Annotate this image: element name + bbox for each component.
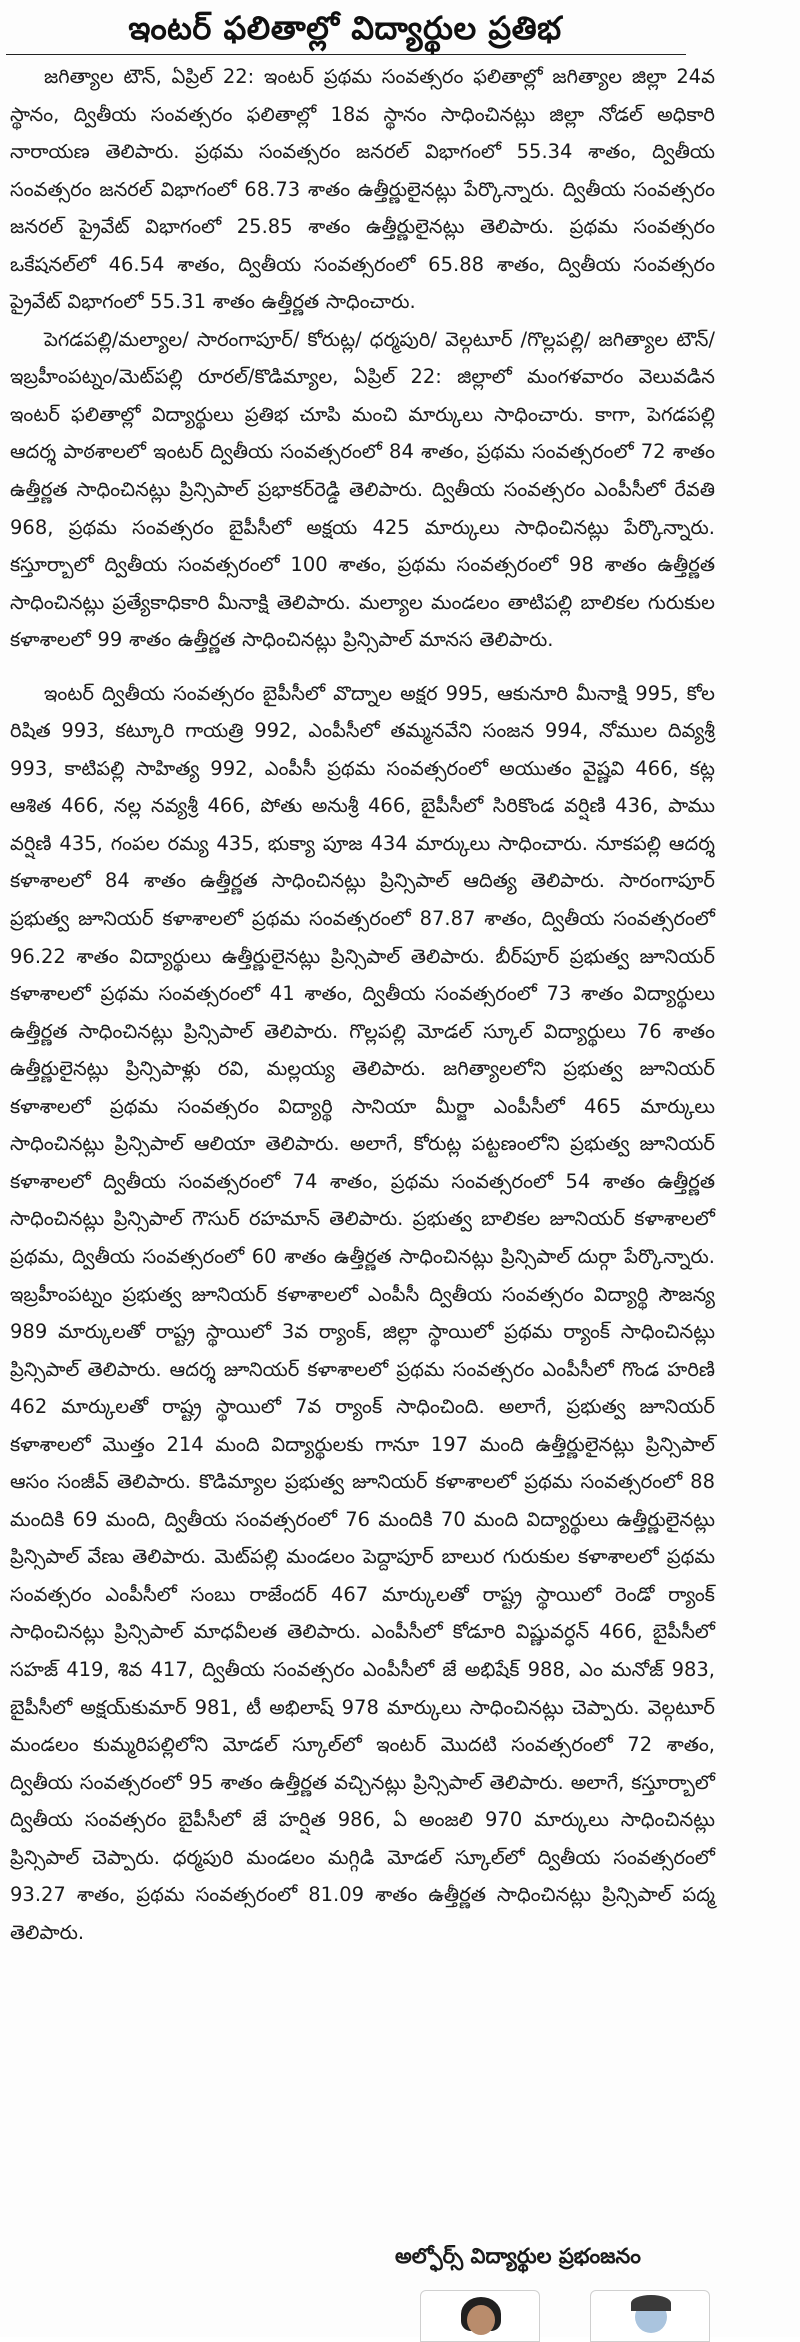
student-photo (590, 2290, 710, 2342)
article-headline: ఇంటర్ ఫలితాల్లో విద్యార్థుల ప్రతిభ (128, 9, 562, 47)
person-face (467, 2305, 495, 2335)
person-hair (631, 2295, 671, 2311)
photo-strip (0, 2282, 800, 2337)
student-photo (420, 2290, 540, 2342)
article-paragraph: ఇంటర్ ద్వితీయ సంవత్సరం బైపీసీలో వొద్నాల అక్షర 995, ఆకునూరి మీనాక్షి 995, కోల రిషిత 993, కట్కూరి గాయత్రి 992, ఎంపీసీలో తమ్మనవేని సంజన 994, నోముల దివ్యశ్రీ 993, కాటిపల్లి సాహిత్య 992, ఎంపీసీ ప్రథమ సంవత్సరంలో అయుతం వైష్ణవి 466, కట్ల ఆశిత 466, నల్ల నవ్యశ్రీ 466, పోతు అనుశ్రీ 466, బైపీసీలో సిరికొండ వర్షిణి 436, పాము వర్షిణి 435, గంపల రమ్య 435, భుక్యా పూజ 434 మార్కులు సాధించారు. నూకపల్లి ఆదర్శ కళాశాలలో 84 శాతం ఉత్తీర్ణత సాధించినట్లు ప్రిన్సిపాల్ ఆదిత్య తెలిపారు. సారంగాపూర్ ప్రభుత్వ జూనియర్ కళాశాలలో ప్రథమ సంవత్సరంలో 87.87 శాతం, ద్వితీయ సంవత్సరంలో 96.22 శాతం విద్యార్థులు ఉత్తీర్ణులైనట్లు ప్రిన్సిపాల్ తెలిపారు. బీర్‌పూర్ ప్రభుత్వ జూనియర్ కళాశాలలో ప్రథమ సంవత్సరంలో 41 శాతం, ద్వితీయ సంవత్సరంలో 73 శాతం విద్యార్థులు ఉత్తీర్ణత సాధించినట్లు ప్రిన్సిపాల్ తెలిపారు. గొల్లపల్లి మోడల్ స్కూల్ విద్యార్థులు 76 శాతం ఉత్తీర్ణులైనట్లు ప్రిన్సిపాళ్లు రవి, మల్లయ్య తెలిపారు. జగిత్యాలలోని ప్రభుత్వ జూనియర్ కళాశాలలో ప్రథమ సంవత్సరం విద్యార్థి సానియా మీర్జా ఎంపీసీలో 465 మార్కులు సాధించినట్లు ప్రిన్సిపాల్ ఆలియా తెలిపారు. అలాగే, కోరుట్ల పట్టణంలోని ప్రభుత్వ జూనియర్ కళాశాలలో ద్వితీయ సంవత్సరంలో 74 శాతం, ప్రథమ సంవత్సరంలో 54 శాతం ఉత్తీర్ణత సాధించినట్లు ప్రిన్సిపాల్ గౌసుర్ రహమాన్ తెలిపారు. ప్రభుత్వ బాలికల జూనియర్ కళాశాలలో ప్రథమ, ద్వితీయ సంవత్సరంలో 60 శాతం ఉత్తీర్ణత సాధించినట్లు ప్రిన్సిపాల్ దుర్గా పేర్కొన్నారు. ఇబ్రహీంపట్నం ప్రభుత్వ జూనియర్ కళాశాలలో ఎంపీసీ ద్వితీయ సంవత్సరం విద్యార్థి సౌజన్య 989 మార్కులతో రాష్ట్ర స్థాయిలో 3వ ర్యాంక్, జిల్లా స్థాయిలో ప్రథమ ర్యాంక్ సాధించినట్లు ప్రిన్సిపాల్ తెలిపారు. ఆదర్శ జూనియర్ కళాశాలలో ప్రథమ సంవత్సరం ఎంపీసీలో గొండ హరిణి 462 మార్కులతో రాష్ట్ర స్థాయిలో 7వ ర్యాంక్ సాధించింది. అలాగే, ప్రభుత్వ జూనియర్ కళాశాలలో మొత్తం 214 మంది విద్యార్థులకు గానూ 197 మంది ఉత్తీర్ణులైనట్లు ప్రిన్సిపాల్ ఆసం సంజీవ్ తెలిపారు. కొడిమ్యాల ప్రభుత్వ జూనియర్ కళాశాలలో ప్రథమ సంవత్సరంలో 88 మందికి 69 మంది, ద్వితీయ సంవత్సరంలో 76 మందికి 70 మంది విద్యార్థులు ఉత్తీర్ణులైనట్లు ప్రిన్సిపాల్ వేణు తెలిపారు. మెట్‌పల్లి మండలం పెద్దాపూర్ బాలుర గురుకుల కళాశాలలో ప్రథమ సంవత్సరం ఎంపీసీలో సంబు రాజేందర్ 467 మార్కులతో రాష్ట్ర స్థాయిలో రెండో ర్యాంక్ సాధించినట్లు ప్రిన్సిపాల్ మాధవీలత తెలిపారు. ఎంపీసీలో కోడూరి విష్ణువర్ధన్ 466, బైపీసీలో సహజ్ 419, శివ 417, ద్వితీయ సంవత్సరం ఎంపీసీలో జే అభిషేక్ 988, ఎం మనోజ్ 983, బైపీసీలో అక్షయ్‌కుమార్ 981, టీ అభిలాష్ 978 మార్కులు సాధించినట్లు చెప్పారు. వెల్గటూర్ మండలం కుమ్మరిపల్లిలోని మోడల్ స్కూల్‌లో ఇంటర్ మొదటి సంవత్సరంలో 72 శాతం, ద్వితీయ సంవత్సరంలో 95 శాతం ఉత్తీర్ణత వచ్చినట్లు ప్రిన్సిపాల్ తెలిపారు. అలాగే, కస్తూర్బాలో ద్వితీయ సంవత్సరం బైపీసీలో జే హర్షిత 986, ఏ అంజలి 970 మార్కులు సాధించినట్లు ప్రిన్సిపాల్ చెప్పారు. ధర్మపురి మండలం మగ్గిడి మోడల్ స్కూల్‌లో ద్వితీయ సంవత్సరంలో 93.27 శాతం, ప్రథమ సంవత్సరంలో 81.09 శాతం ఉత్తీర్ణత సాధించినట్లు ప్రిన్సిపాల్ పద్మ తెలిపారు. (10, 681, 715, 1944)
article-paragraph: జగిత్యాల టౌన్, ఏప్రిల్ 22: ఇంటర్ ప్రథమ సంవత్సరం ఫలితాల్లో జగిత్యాల జిల్లా 24వ స్థానం, ద్వితీయ సంవత్సరం ఫలితాల్లో 18వ స్థానం సాధించినట్లు జిల్లా నోడల్ అధికారి నారాయణ తెలిపారు. ప్రథమ సంవత్సరం జనరల్ విభాగంలో 55.34 శాతం, ద్వితీయ సంవత్సరం జనరల్ విభాగంలో 68.73 శాతం ఉత్తీర్ణులైనట్లు పేర్కొన్నారు. ద్వితీయ సంవత్సరం జనరల్ ప్రైవేట్ విభాగంలో 25.85 శాతం ఉత్తీర్ణులైనట్లు తెలిపారు. ప్రథమ సంవత్సరం ఒకేషనల్‌లో 46.54 శాతం, ద్వితీయ సంవత్సరంలో 65.88 శాతం, ద్వితీయ సంవత్సరం ప్రైవేట్ విభాగంలో 55.31 శాతం ఉత్తీర్ణత సాధించారు. (10, 65, 715, 314)
article-body (10, 58, 715, 1951)
headline-divider (6, 54, 686, 55)
photo-caption: అల్ఫోర్స్ విద్యార్థుల ప్రభంజనం (395, 2244, 641, 2268)
paragraph-gap (10, 659, 715, 675)
article-paragraph: పెగడపల్లి/మల్యాల/ సారంగాపూర్/ కోరుట్ల/ ధర్మపురి/ వెల్గటూర్ /గొల్లపల్లి/ జగిత్యాల టౌన్/ఇబ్రహీంపట్నం/మెట్‌పల్లి రూరల్/కొడిమ్యాల, ఏప్రిల్ 22: జిల్లాలో మంగళవారం వెలువడిన ఇంటర్ ఫలితాల్లో విద్యార్థులు ప్రతిభ చూపి మంచి మార్కులు సాధించారు. కాగా, పెగడపల్లి ఆదర్శ పాఠశాలలో ఇంటర్ ద్వితీయ సంవత్సరంలో 84 శాతం, ప్రథమ సంవత్సరంలో 72 శాతం ఉత్తీర్ణత సాధించినట్లు ప్రిన్సిపాల్ ప్రభాకర్‌రెడ్డి తెలిపారు. ద్వితీయ సంవత్సరం ఎంపీసీలో రేవతి 968, ప్రథమ సంవత్సరం బైపీసీలో అక్షయ 425 మార్కులు సాధించినట్లు పేర్కొన్నారు. కస్తూర్బాలో ద్వితీయ సంవత్సరంలో 100 శాతం, ప్రథమ సంవత్సరంలో 98 శాతం ఉత్తీర్ణత సాధించినట్లు ప్రత్యేకాధికారి మీనాక్షి తెలిపారు. మల్యాల మండలం తాటిపల్లి బాలికల గురుకుల కళాశాలలో 99 శాతం ఉత్తీర్ణత సాధించినట్లు ప్రిన్సిపాల్ మానస తెలిపారు. (10, 327, 715, 652)
